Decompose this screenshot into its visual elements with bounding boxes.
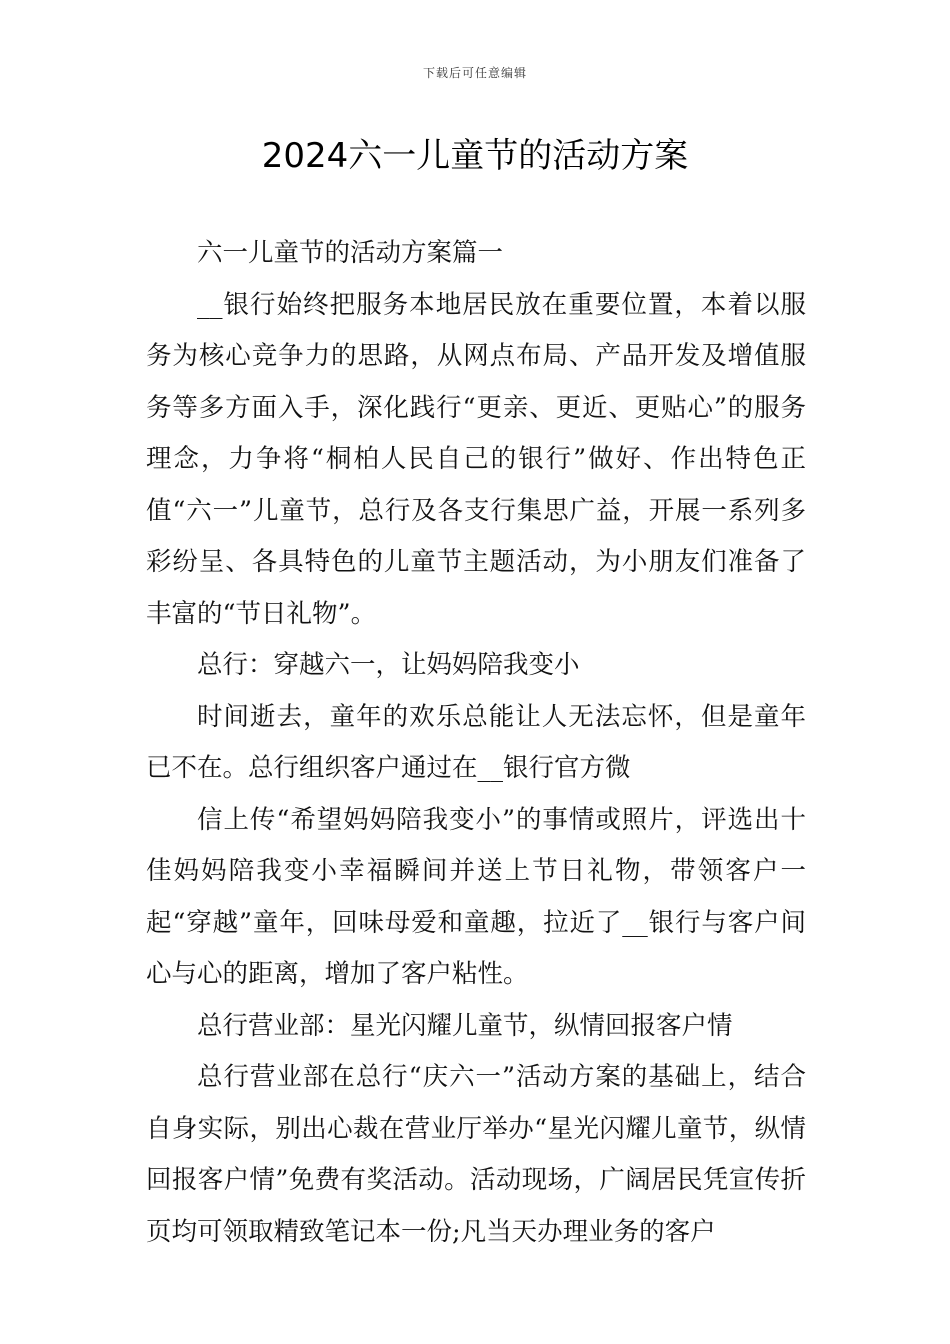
section-heading-head-office: 总行：穿越六一，让妈妈陪我变小 [197,650,580,680]
document-body [146,228,806,1258]
paragraph-head-office-1: 时间逝去，童年的欢乐总能让人无法忘怀，但是童年已不在。总行组织客户通过在__银行官方微 [146,701,806,783]
section-heading-business-dept: 总行营业部：星光闪耀儿童节，纵情回报客户情 [197,1010,733,1041]
document-title: 2024六一儿童节的活动方案 [261,136,689,176]
page-header-note: 下载后可任意编辑 [422,66,527,80]
paragraph-bank-intro: __银行始终把服务本地居民放在重要位置，本着以服务为核心竞争力的思路，从网点布局、产品开发及增值服务等多方面入手，深化践行“更亲、更近、更贴心”的服务理念，力争将“桐柏人民自己的银行”做好、作出特色正值“六一”儿童节，总行及各支行集思广益，开展一系列多彩纷呈、各具特色的儿童节主题活动，为小朋友们准备了丰富的“节日礼物”。 [146,289,806,629]
paragraph-head-office-2: 信上传“希望妈妈陪我变小”的事情或照片，评选出十佳妈妈陪我变小幸福瞬间并送上节日礼物，带领客户一起“穿越”童年，回味母爱和童趣，拉近了__银行与客户间心与心的距离，增加了客户粘性。 [146,804,806,989]
section-heading-plan-one: 六一儿童节的活动方案篇一 [197,238,504,268]
paragraph-business-dept: 总行营业部在总行“庆六一”活动方案的基础上，结合自身实际，别出心裁在营业厅举办“星光闪耀儿童节，纵情回报客户情”免费有奖活动。活动现场，广阔居民凭宣传折页均可领取精致笔记本一份;凡当天办理业务的客户 [146,1062,806,1247]
